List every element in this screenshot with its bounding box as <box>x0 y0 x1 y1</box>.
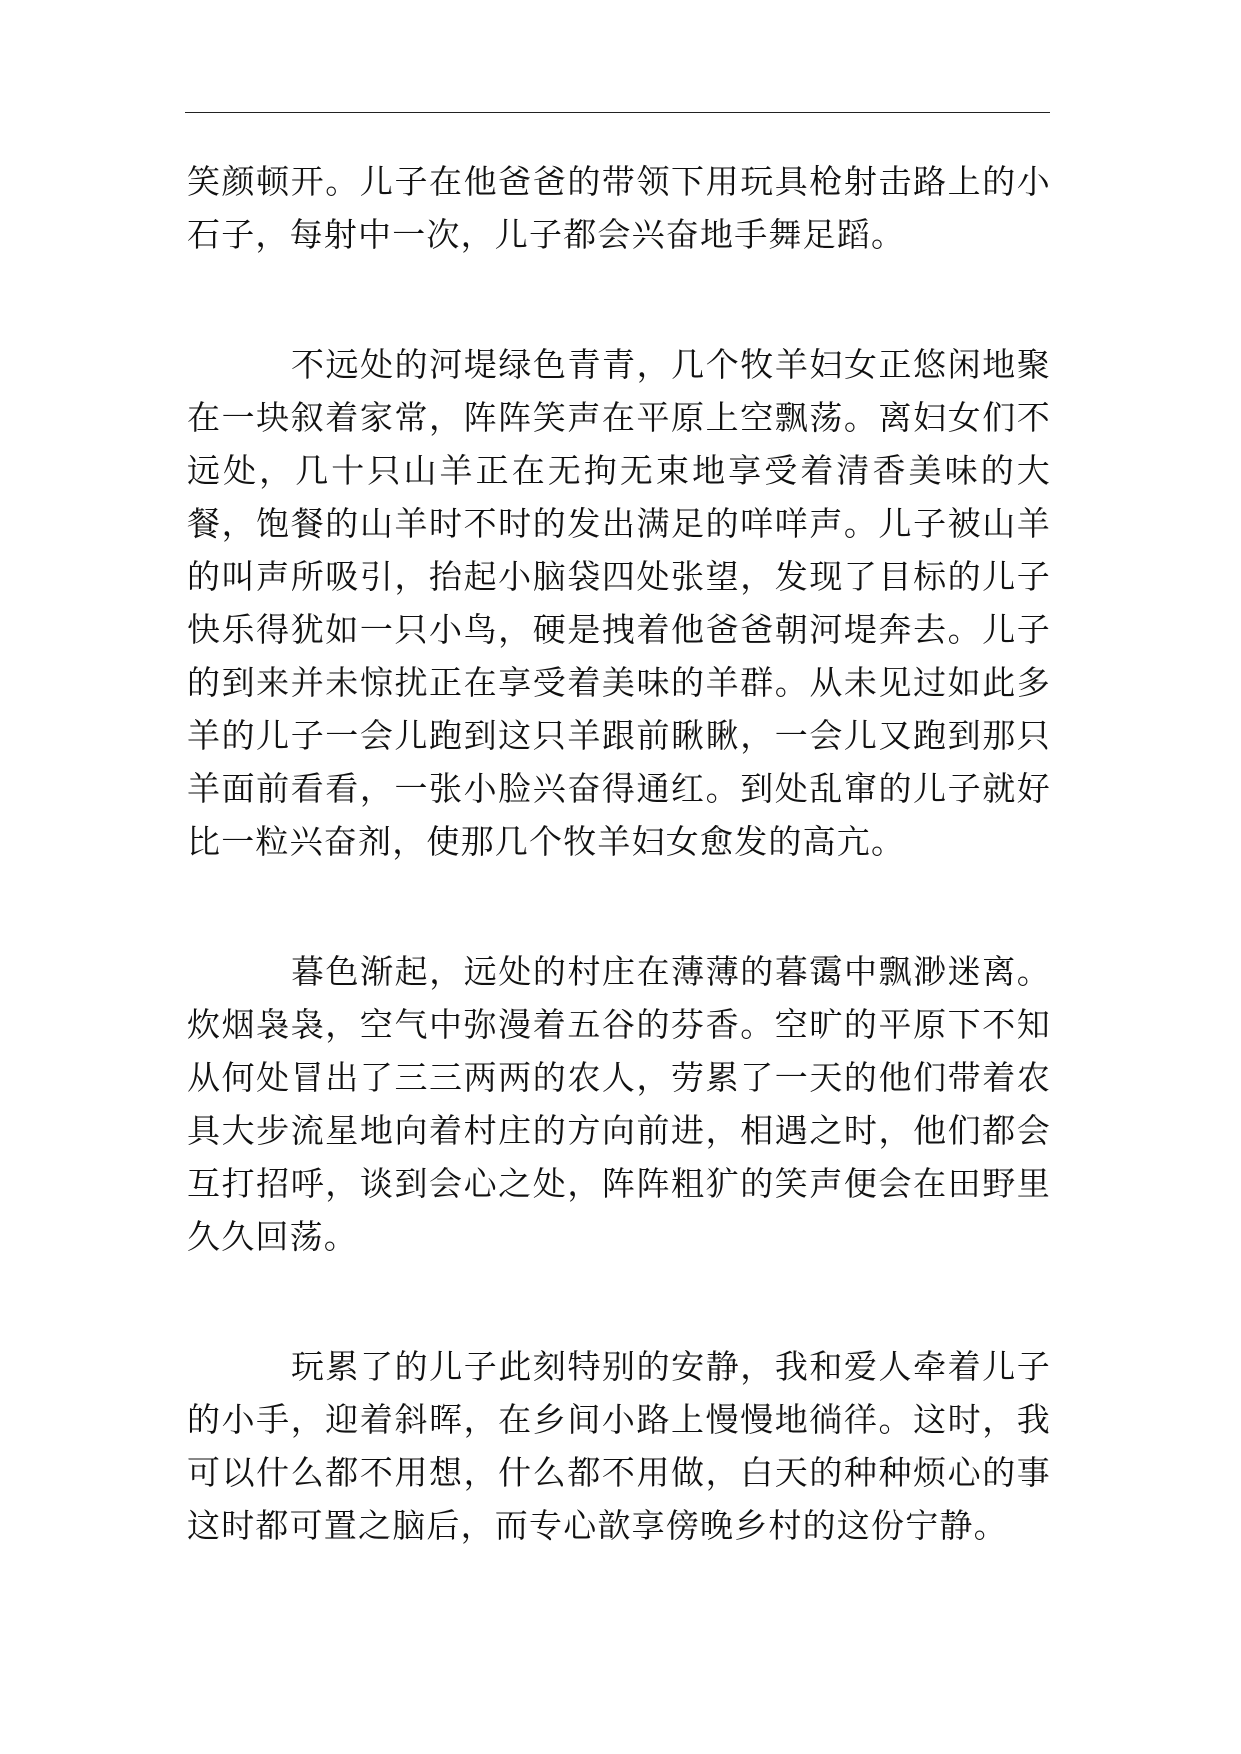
paragraph-1: 笑颜顿开。儿子在他爸爸的带领下用玩具枪射击路上的小石子，每射中一次，儿子都会兴奋地手舞足蹈。 <box>187 162 1051 254</box>
paragraph-4: 玩累了的儿子此刻特别的安静，我和爱人牵着儿子的小手，迎着斜晖，在乡间小路上慢慢地徜徉。这时，我可以什么都不用想，什么都不用做，白天的种种烦心的事这时都可置之脑后，而专心歆享傍晚乡村的这份宁静。 <box>187 1347 1051 1545</box>
body-text <box>187 155 1051 1552</box>
paragraph-2: 不远处的河堤绿色青青，几个牧羊妇女正悠闲地聚在一块叙着家常，阵阵笑声在平原上空飘荡。离妇女们不远处，几十只山羊正在无拘无束地享受着清香美味的大餐，饱餐的山羊时不时的发出满足的咩咩声。儿子被山羊的叫声所吸引，抬起小脑袋四处张望，发现了目标的儿子快乐得犹如一只小鸟，硬是拽着他爸爸朝河堤奔去。儿子的到来并未惊扰正在享受着美味的羊群。从未见过如此多羊的儿子一会儿跑到这只羊跟前瞅瞅，一会儿又跑到那只羊面前看看，一张小脸兴奋得通红。到处乱窜的儿子就好比一粒兴奋剂，使那几个牧羊妇女愈发的高亢。 <box>187 345 1051 861</box>
paragraph-3: 暮色渐起，远处的村庄在薄薄的暮霭中飘渺迷离。炊烟袅袅，空气中弥漫着五谷的芬香。空旷的平原下不知从何处冒出了三三两两的农人，劳累了一天的他们带着农具大步流星地向着村庄的方向前进，相遇之时，他们都会互打招呼，谈到会心之处，阵阵粗犷的笑声便会在田野里久久回荡。 <box>187 952 1051 1256</box>
header-divider <box>185 112 1050 113</box>
